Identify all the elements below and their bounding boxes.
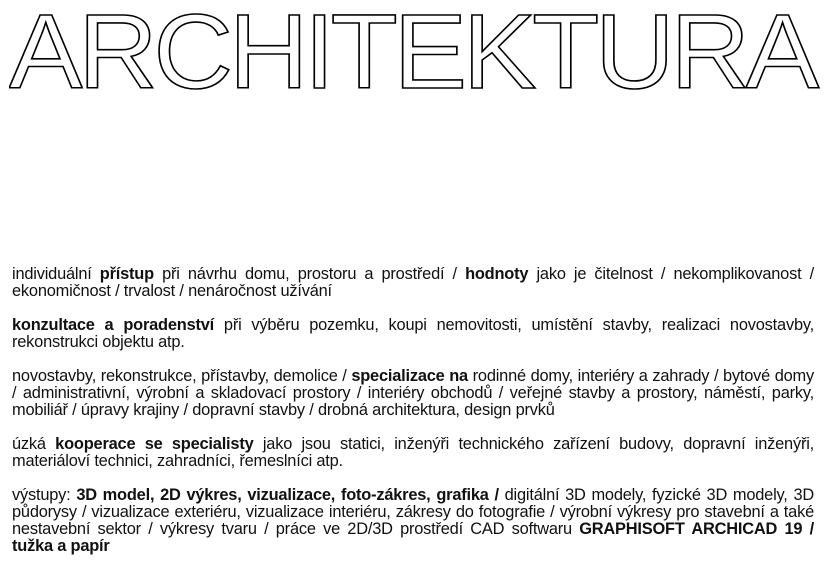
paragraph-approach (12, 266, 814, 300)
text-segment: digitální 3D modely, fyzické 3D modely, 3D půdorysy / vizualizace exteriéru, vizualizace interiéru, zákresy do fotografie / výrobní výkresy pro stavební a také nestavební sektor / výkresy tvaru / práce ve 2D/3D prostředí CAD softwaru (12, 486, 815, 538)
keyword-kooperace: kooperace se specialisty (55, 435, 254, 453)
text-segment: individuální (12, 265, 100, 283)
paragraph-specialization (12, 368, 814, 419)
text-segment: novostavby, rekonstrukce, přístavby, demolice / (12, 367, 352, 385)
text-segment: úzká (12, 435, 56, 453)
keyword-konzultace: konzultace a poradenství (12, 316, 215, 334)
paragraph-consulting (12, 317, 814, 351)
keyword-software: GRAPHISOFT ARCHICAD 19 / tužka a papír (12, 520, 814, 555)
page-title (9, 0, 821, 96)
title-graphic (9, 0, 821, 96)
text-segment: při návrhu domu, prostoru a prostředí / (153, 265, 466, 283)
keyword-specializace: specializace na (351, 367, 468, 385)
text-segment: rodinné domy, interiéry a zahrady / bytové domy / administrativní, výrobní a skladovací prostory / interiéry obchodů / veřejné stavby a prostory, náměstí, parky, mobiliář / úpravy krajiny / dopravní stavby / drobná architektura, design prvků (12, 367, 814, 419)
keyword-hodnoty: hodnoty (465, 265, 529, 283)
text-segment: jako jsou statici, inženýři technického zařízení budovy, dopravní inženýři, materiáloví technici, zahradníci, řemeslníci atp. (12, 435, 814, 470)
text-segment: výstupy: (12, 486, 77, 504)
text-segment: jako je čitelnost / nekomplikovanost / ekonomičnost / trvalost / nenáročnost užívání (12, 265, 814, 300)
text-segment: při výběru pozemku, koupi nemovitosti, umístění stavby, realizaci novostavby, rekonstrukci objektu atp. (12, 316, 814, 351)
keyword-vystupy: 3D model, 2D výkres, vizualizace, foto-zákres, grafika / (76, 486, 499, 504)
keyword-pristup: přístup (99, 265, 154, 283)
paragraph-cooperation (12, 436, 814, 470)
paragraph-outputs (12, 487, 814, 555)
services-description (12, 266, 814, 572)
title-text: ARCHITEKTURA (9, 0, 820, 96)
